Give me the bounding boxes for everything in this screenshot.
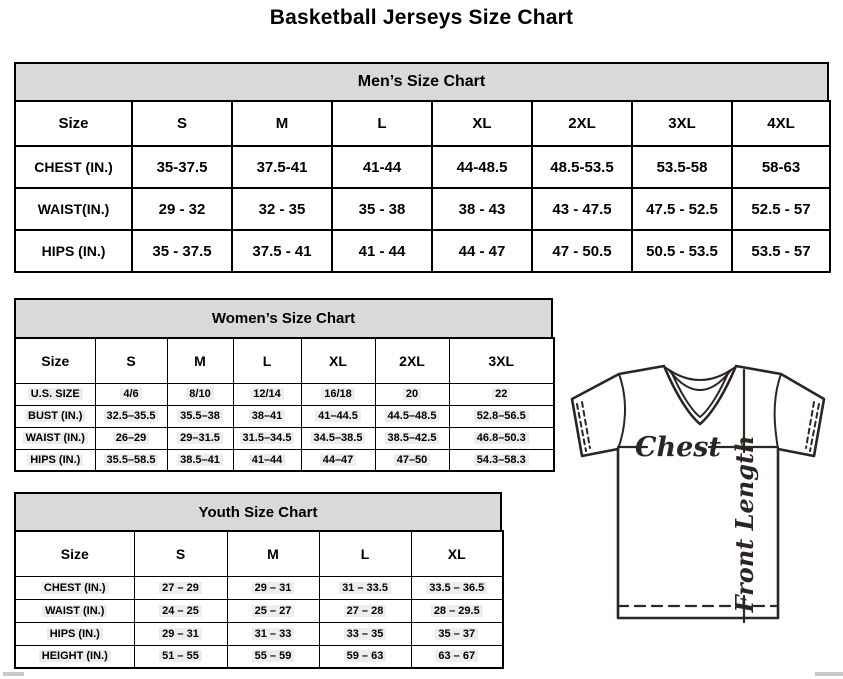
womens-value-cell: 22	[449, 383, 554, 405]
youth-value-cell: 27 – 29	[134, 576, 227, 599]
youth-row	[15, 576, 503, 599]
womens-value-cell: 32.5–35.5	[95, 405, 167, 427]
youth-header-cell: S	[134, 531, 227, 576]
womens-row	[15, 427, 554, 449]
womens-value-cell: 44–47	[301, 449, 375, 471]
youth-size-chart-section	[14, 492, 504, 669]
womens-row-label: WAIST (IN.)	[15, 427, 95, 449]
youth-value-cell: 33.5 – 36.5	[411, 576, 503, 599]
youth-value-cell: 63 – 67	[411, 645, 503, 668]
womens-header-cell: Size	[15, 338, 95, 383]
youth-value-cell: 55 – 59	[227, 645, 319, 668]
womens-value-cell: 38.5–42.5	[375, 427, 449, 449]
mens-value-cell: 44-48.5	[432, 146, 532, 188]
womens-header-cell: M	[167, 338, 233, 383]
mens-header-cell: S	[132, 101, 232, 146]
womens-row-label: BUST (IN.)	[15, 405, 95, 427]
youth-header-cell: Size	[15, 531, 134, 576]
mens-row-label: WAIST(IN.)	[15, 188, 132, 230]
womens-value-cell: 16/18	[301, 383, 375, 405]
youth-value-cell: 31 – 33.5	[319, 576, 411, 599]
mens-value-cell: 29 - 32	[132, 188, 232, 230]
womens-value-cell: 38–41	[233, 405, 301, 427]
youth-header-cell: XL	[411, 531, 503, 576]
womens-value-cell: 41–44.5	[301, 405, 375, 427]
youth-value-cell: 25 – 27	[227, 599, 319, 622]
mens-value-cell: 53.5-58	[632, 146, 732, 188]
youth-value-cell: 59 – 63	[319, 645, 411, 668]
womens-row-label: HIPS (IN.)	[15, 449, 95, 471]
mens-header-cell: 2XL	[532, 101, 632, 146]
youth-value-cell: 33 – 35	[319, 622, 411, 645]
womens-value-cell: 35.5–58.5	[95, 449, 167, 471]
mens-header-cell: 3XL	[632, 101, 732, 146]
mens-value-cell: 35 - 37.5	[132, 230, 232, 272]
womens-value-cell: 46.8–50.3	[449, 427, 554, 449]
womens-row	[15, 383, 554, 405]
mens-row	[15, 230, 830, 272]
womens-value-cell: 31.5–34.5	[233, 427, 301, 449]
mens-value-cell: 47 - 50.5	[532, 230, 632, 272]
womens-row-label: U.S. SIZE	[15, 383, 95, 405]
mens-value-cell: 32 - 35	[232, 188, 332, 230]
youth-value-cell: 28 – 29.5	[411, 599, 503, 622]
youth-row	[15, 645, 503, 668]
womens-value-cell: 8/10	[167, 383, 233, 405]
womens-row	[15, 449, 554, 471]
mens-row	[15, 146, 830, 188]
mens-value-cell: 47.5 - 52.5	[632, 188, 732, 230]
womens-chart-title: Women’s Size Chart	[14, 298, 553, 337]
womens-value-cell: 47–50	[375, 449, 449, 471]
youth-row	[15, 622, 503, 645]
womens-value-cell: 4/6	[95, 383, 167, 405]
mens-size-chart-section	[14, 62, 831, 273]
womens-value-cell: 41–44	[233, 449, 301, 471]
mens-value-cell: 50.5 - 53.5	[632, 230, 732, 272]
womens-size-chart-section	[14, 298, 555, 472]
youth-value-cell: 24 – 25	[134, 599, 227, 622]
mens-value-cell: 53.5 - 57	[732, 230, 830, 272]
mens-value-cell: 41 - 44	[332, 230, 432, 272]
womens-value-cell: 54.3–58.3	[449, 449, 554, 471]
mens-header-cell: M	[232, 101, 332, 146]
womens-header-row	[15, 338, 554, 383]
mens-header-cell: Size	[15, 101, 132, 146]
womens-value-cell: 38.5–41	[167, 449, 233, 471]
mens-value-cell: 43 - 47.5	[532, 188, 632, 230]
womens-value-cell: 20	[375, 383, 449, 405]
womens-header-cell: S	[95, 338, 167, 383]
mens-header-row	[15, 101, 830, 146]
youth-value-cell: 35 – 37	[411, 622, 503, 645]
womens-header-cell: XL	[301, 338, 375, 383]
mens-value-cell: 35 - 38	[332, 188, 432, 230]
mens-row	[15, 188, 830, 230]
youth-row-label: HEIGHT (IN.)	[15, 645, 134, 668]
mens-header-cell: L	[332, 101, 432, 146]
youth-header-cell: L	[319, 531, 411, 576]
womens-value-cell: 34.5–38.5	[301, 427, 375, 449]
jersey-outline	[572, 366, 824, 618]
youth-row	[15, 599, 503, 622]
mens-size-table	[14, 100, 831, 273]
youth-value-cell: 51 – 55	[134, 645, 227, 668]
mens-row-label: HIPS (IN.)	[15, 230, 132, 272]
mens-value-cell: 38 - 43	[432, 188, 532, 230]
mens-value-cell: 58-63	[732, 146, 830, 188]
mens-chart-title: Men’s Size Chart	[14, 62, 829, 100]
youth-header-cell: M	[227, 531, 319, 576]
jersey-diagram-svg	[557, 360, 843, 642]
youth-row-label: HIPS (IN.)	[15, 622, 134, 645]
front-length-label: Front Length	[730, 435, 759, 613]
youth-value-cell: 31 – 33	[227, 622, 319, 645]
womens-value-cell: 29–31.5	[167, 427, 233, 449]
womens-header-cell: 2XL	[375, 338, 449, 383]
mens-value-cell: 52.5 - 57	[732, 188, 830, 230]
youth-value-cell: 29 – 31	[134, 622, 227, 645]
mens-value-cell: 37.5 - 41	[232, 230, 332, 272]
youth-header-row	[15, 531, 503, 576]
chest-label: Chest	[635, 432, 721, 463]
scrollbar-fragment-right[interactable]	[815, 672, 843, 676]
youth-row-label: WAIST (IN.)	[15, 599, 134, 622]
mens-header-cell: XL	[432, 101, 532, 146]
mens-value-cell: 35-37.5	[132, 146, 232, 188]
mens-value-cell: 48.5-53.5	[532, 146, 632, 188]
mens-value-cell: 41-44	[332, 146, 432, 188]
youth-chart-title: Youth Size Chart	[14, 492, 502, 530]
womens-value-cell: 35.5–38	[167, 405, 233, 427]
youth-size-table	[14, 530, 504, 669]
womens-header-cell: L	[233, 338, 301, 383]
womens-value-cell: 52.8–56.5	[449, 405, 554, 427]
youth-row-label: CHEST (IN.)	[15, 576, 134, 599]
womens-size-table	[14, 337, 555, 472]
youth-value-cell: 27 – 28	[319, 599, 411, 622]
page-title: Basketball Jerseys Size Chart	[269, 6, 574, 29]
womens-value-cell: 44.5–48.5	[375, 405, 449, 427]
mens-value-cell: 37.5-41	[232, 146, 332, 188]
mens-row-label: CHEST (IN.)	[15, 146, 132, 188]
mens-header-cell: 4XL	[732, 101, 830, 146]
mens-value-cell: 44 - 47	[432, 230, 532, 272]
womens-value-cell: 12/14	[233, 383, 301, 405]
womens-row	[15, 405, 554, 427]
youth-value-cell: 29 – 31	[227, 576, 319, 599]
scrollbar-fragment-left[interactable]	[3, 672, 24, 676]
womens-value-cell: 26–29	[95, 427, 167, 449]
womens-header-cell: 3XL	[449, 338, 554, 383]
jersey-measurement-diagram	[557, 360, 843, 642]
